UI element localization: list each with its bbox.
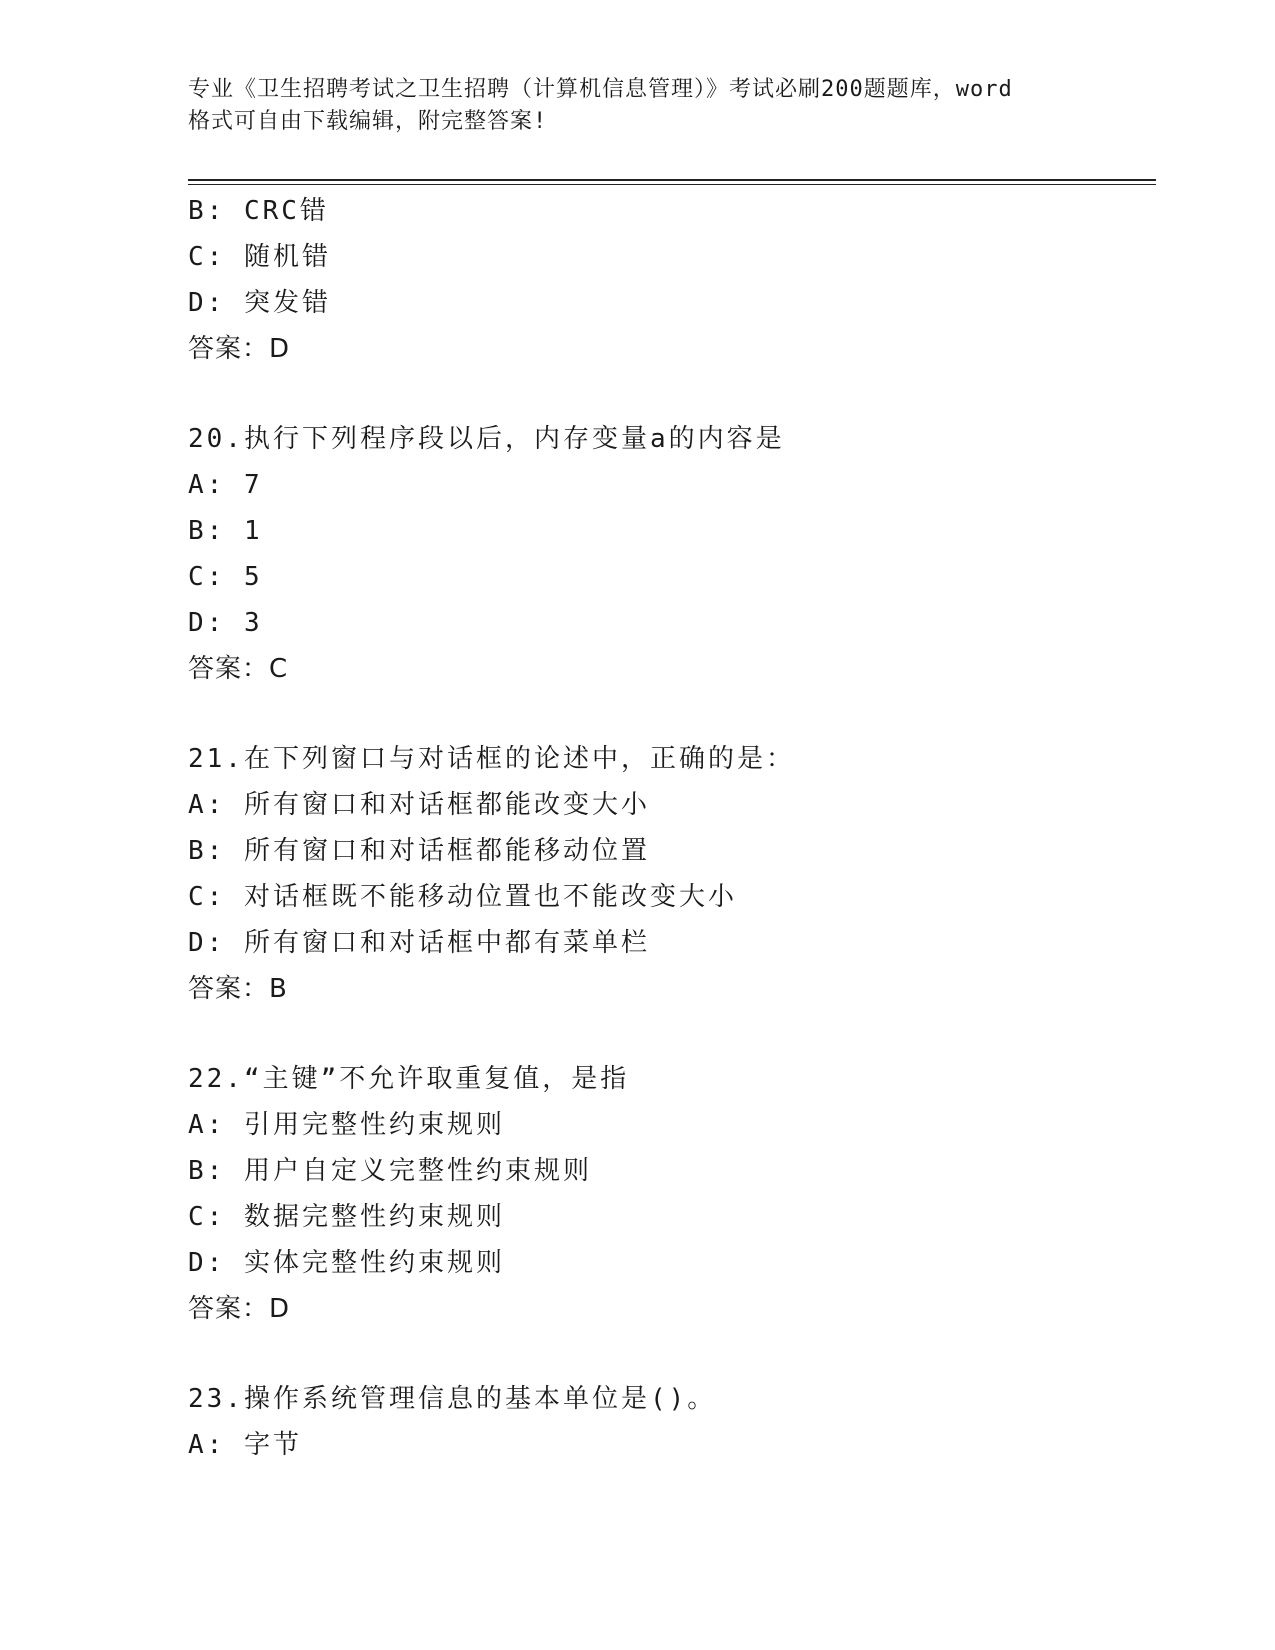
answer-label: 答案：B xyxy=(188,974,288,1004)
question-23 xyxy=(188,1376,1156,1468)
question-stem: 20.执行下列程序段以后，内存变量a的内容是 xyxy=(188,424,785,454)
question-20 xyxy=(188,416,1156,692)
question-stem: 22.“主键”不允许取重复值，是指 xyxy=(188,1064,630,1094)
option-d: D: 实体完整性约束规则 xyxy=(188,1248,505,1278)
option-a: A: 7 xyxy=(188,470,263,500)
option-c: C: 对话框既不能移动位置也不能改变大小 xyxy=(188,882,737,912)
option-b: B: 所有窗口和对话框都能移动位置 xyxy=(188,836,650,866)
option-a: A: 所有窗口和对话框都能改变大小 xyxy=(188,790,650,820)
question-21 xyxy=(188,736,1156,1012)
option-b: B: 1 xyxy=(188,516,263,546)
header-line-2: 格式可自由下载编辑，附完整答案! xyxy=(188,109,548,134)
question-list xyxy=(188,188,1156,1468)
option-a: A: 字节 xyxy=(188,1430,302,1460)
header-divider-thick xyxy=(188,179,1156,181)
option-b: B: CRC错 xyxy=(188,196,329,226)
answer-label: 答案：D xyxy=(188,1294,291,1324)
option-c: C: 随机错 xyxy=(188,242,331,272)
option-b: B: 用户自定义完整性约束规则 xyxy=(188,1156,592,1186)
answer-label: 答案：C xyxy=(188,654,289,684)
document-header xyxy=(188,74,1088,138)
question-stem: 23.操作系统管理信息的基本单位是()。 xyxy=(188,1384,717,1414)
header-line-1: 专业《卫生招聘考试之卫生招聘（计算机信息管理）》考试必刷200题题库，word xyxy=(188,77,1013,102)
answer-label: 答案：D xyxy=(188,334,291,364)
question-stem: 21.在下列窗口与对话框的论述中，正确的是： xyxy=(188,744,795,774)
option-a: A: 引用完整性约束规则 xyxy=(188,1110,505,1140)
question-19-partial xyxy=(188,188,1156,372)
option-c: C: 5 xyxy=(188,562,263,592)
option-d: D: 3 xyxy=(188,608,263,638)
option-d: D: 突发错 xyxy=(188,288,331,318)
option-c: C: 数据完整性约束规则 xyxy=(188,1202,505,1232)
header-divider-thin xyxy=(188,184,1156,185)
question-22 xyxy=(188,1056,1156,1332)
option-d: D: 所有窗口和对话框中都有菜单栏 xyxy=(188,928,650,958)
